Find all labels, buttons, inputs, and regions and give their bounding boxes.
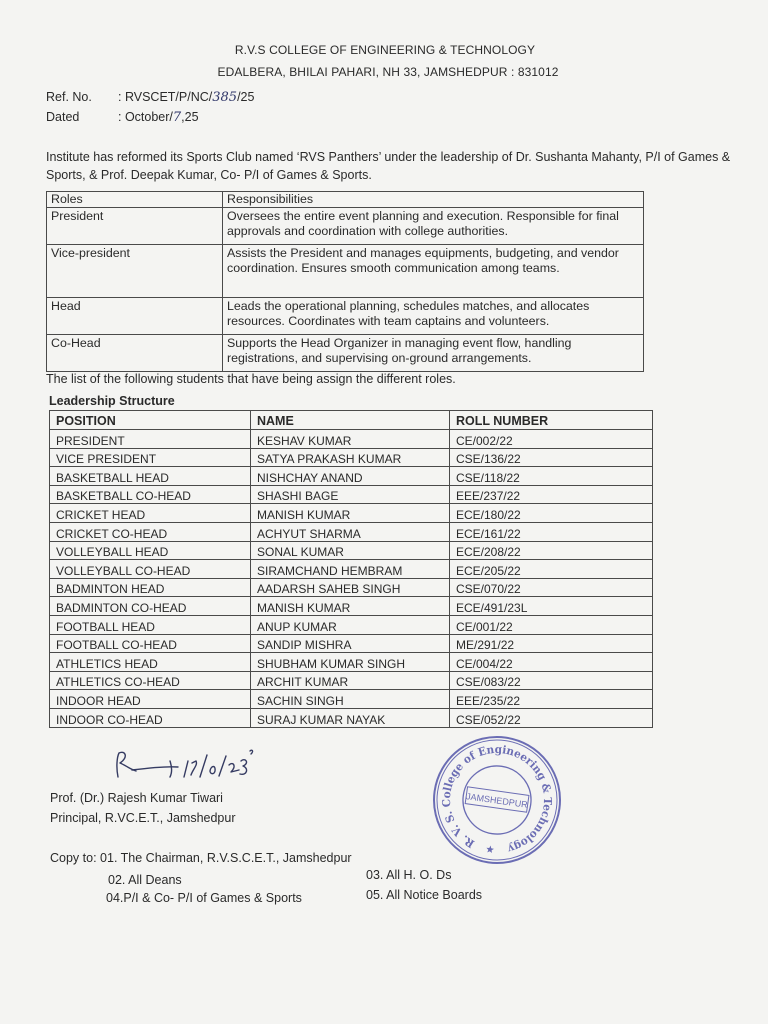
copy-to-line (50, 850, 352, 866)
ref-number (118, 89, 254, 106)
position-cell: VOLLEYBALL CO-HEAD (50, 560, 251, 579)
table-row (50, 560, 653, 579)
position-cell: CRICKET HEAD (50, 504, 251, 523)
table-row (50, 467, 653, 486)
roles-row (47, 335, 644, 372)
signatory-designation: Principal, R.VC.E.T., Jamshedpur (50, 811, 236, 825)
name-cell: SATYA PRAKASH KUMAR (251, 448, 450, 467)
roll-number-cell: CSE/083/22 (450, 671, 653, 690)
roll-number-cell: ECE/161/22 (450, 522, 653, 541)
name-cell: ARCHIT KUMAR (251, 671, 450, 690)
roll-number-cell: ME/291/22 (450, 634, 653, 653)
responsibility-cell: Supports the Head Organizer in managing event flow, handling registrations, and supervising on-ground arrangements. (223, 335, 644, 372)
dated-suffix: ,25 (181, 110, 199, 124)
position-cell: VOLLEYBALL HEAD (50, 541, 251, 560)
roles-header-row (47, 192, 644, 208)
roles-header-role: Roles (47, 192, 223, 208)
roll-number-cell: ECE/180/22 (450, 504, 653, 523)
table-row (50, 634, 653, 653)
list-intro: The list of the following students that have being assign the different roles. (46, 372, 456, 386)
copy-to-item-01: 01. The Chairman, R.V.S.C.E.T., Jamshedpur (100, 851, 352, 865)
roll-number-cell: CE/001/22 (450, 615, 653, 634)
header-roll-number: ROLL NUMBER (450, 411, 653, 430)
role-cell: Head (47, 298, 223, 335)
roles-row (47, 208, 644, 245)
handwritten-signature (110, 743, 260, 787)
table-row (50, 522, 653, 541)
position-cell: BASKETBALL CO-HEAD (50, 485, 251, 504)
position-cell: FOOTBALL HEAD (50, 615, 251, 634)
table-row (50, 485, 653, 504)
header-position: POSITION (50, 411, 251, 430)
copy-to-item-02: 02. All Deans (108, 873, 182, 887)
name-cell: MANISH KUMAR (251, 597, 450, 616)
roll-number-cell: CSE/052/22 (450, 708, 653, 727)
dated-value (118, 109, 199, 126)
leadership-header-row (50, 411, 653, 430)
table-row (50, 653, 653, 672)
table-row (50, 615, 653, 634)
ref-label: Ref. No. (46, 90, 92, 104)
table-row (50, 430, 653, 449)
name-cell: SHUBHAM KUMAR SINGH (251, 653, 450, 672)
copy-to-item-03: 03. All H. O. Ds (366, 868, 452, 882)
college-address: EDALBERA, BHILAI PAHARI, NH 33, JAMSHEDPUR : 831012 (217, 65, 559, 79)
leadership-table (49, 410, 653, 728)
role-cell: Vice-president (47, 245, 223, 298)
position-cell: VICE PRESIDENT (50, 448, 251, 467)
college-name: R.V.S COLLEGE OF ENGINEERING & TECHNOLOGY (234, 43, 536, 57)
stamp-center-text: JAMSHEDPUR (465, 791, 529, 810)
roles-header-responsibilities: Responsibilities (223, 192, 644, 208)
roll-number-cell: ECE/208/22 (450, 541, 653, 560)
position-cell: BASKETBALL HEAD (50, 467, 251, 486)
ref-handwritten: 385 (212, 90, 238, 105)
roles-row (47, 298, 644, 335)
roll-number-cell: CSE/136/22 (450, 448, 653, 467)
roll-number-cell: CE/002/22 (450, 430, 653, 449)
name-cell: NISHCHAY ANAND (251, 467, 450, 486)
name-cell: SANDIP MISHRA (251, 634, 450, 653)
table-row (50, 690, 653, 709)
name-cell: SURAJ KUMAR NAYAK (251, 708, 450, 727)
stamp-ring-text: R. V. S. College of Engineering & Technology (439, 742, 555, 856)
dated-handwritten: 7 (172, 110, 182, 125)
roll-number-cell: CSE/118/22 (450, 467, 653, 486)
table-row (50, 671, 653, 690)
roll-number-cell: EEE/235/22 (450, 690, 653, 709)
roll-number-cell: EEE/237/22 (450, 485, 653, 504)
name-cell: SACHIN SINGH (251, 690, 450, 709)
stamp-star-icon (486, 845, 495, 853)
position-cell: INDOOR HEAD (50, 690, 251, 709)
position-cell: ATHLETICS CO-HEAD (50, 671, 251, 690)
roll-number-cell: ECE/491/23L (450, 597, 653, 616)
roles-row (47, 245, 644, 298)
name-cell: KESHAV KUMAR (251, 430, 450, 449)
dated-label: Dated (46, 110, 80, 124)
name-cell: ANUP KUMAR (251, 615, 450, 634)
roll-number-cell: CSE/070/22 (450, 578, 653, 597)
leadership-title: Leadership Structure (49, 394, 175, 408)
position-cell: CRICKET CO-HEAD (50, 522, 251, 541)
roles-table (46, 191, 644, 372)
college-stamp (431, 734, 563, 866)
dated-prefix: : October/ (118, 110, 173, 124)
role-cell: President (47, 208, 223, 245)
responsibility-cell: Assists the President and manages equipments, budgeting, and vendor coordination. Ensures smooth communication among teams. (223, 245, 644, 298)
responsibility-cell: Leads the operational planning, schedules matches, and allocates resources. Coordinates with team captains and volunteers. (223, 298, 644, 335)
header-name: NAME (251, 411, 450, 430)
table-row (50, 448, 653, 467)
name-cell: SIRAMCHAND HEMBRAM (251, 560, 450, 579)
name-cell: SONAL KUMAR (251, 541, 450, 560)
roll-number-cell: ECE/205/22 (450, 560, 653, 579)
intro-paragraph: Institute has reformed its Sports Club named ‘RVS Panthers’ under the leadership of Dr. Sushanta Mahanty, P/I of Games & Sports, & Prof. Deepak Kumar, Co- P/I of Games & Sports. (46, 150, 731, 182)
name-cell: SHASHI BAGE (251, 485, 450, 504)
table-row (50, 578, 653, 597)
name-cell: AADARSH SAHEB SINGH (251, 578, 450, 597)
role-cell: Co-Head (47, 335, 223, 372)
position-cell: ATHLETICS HEAD (50, 653, 251, 672)
position-cell: INDOOR CO-HEAD (50, 708, 251, 727)
responsibility-cell: Oversees the entire event planning and execution. Responsible for final approvals and coordination with college authorities. (223, 208, 644, 245)
signatory-name: Prof. (Dr.) Rajesh Kumar Tiwari (50, 791, 223, 805)
table-row (50, 504, 653, 523)
ref-prefix: : RVSCET/P/NC/ (118, 90, 213, 104)
position-cell: FOOTBALL CO-HEAD (50, 634, 251, 653)
copy-to-item-04: 04.P/I & Co- P/I of Games & Sports (106, 891, 302, 905)
name-cell: ACHYUT SHARMA (251, 522, 450, 541)
copy-to-item-05: 05. All Notice Boards (366, 888, 483, 902)
position-cell: BADMINTON HEAD (50, 578, 251, 597)
name-cell: MANISH KUMAR (251, 504, 450, 523)
roll-number-cell: CE/004/22 (450, 653, 653, 672)
ref-suffix: /25 (237, 90, 255, 104)
table-row (50, 541, 653, 560)
position-cell: BADMINTON CO-HEAD (50, 597, 251, 616)
table-row (50, 708, 653, 727)
position-cell: PRESIDENT (50, 430, 251, 449)
copy-to-label: Copy to: (50, 851, 97, 865)
table-row (50, 597, 653, 616)
